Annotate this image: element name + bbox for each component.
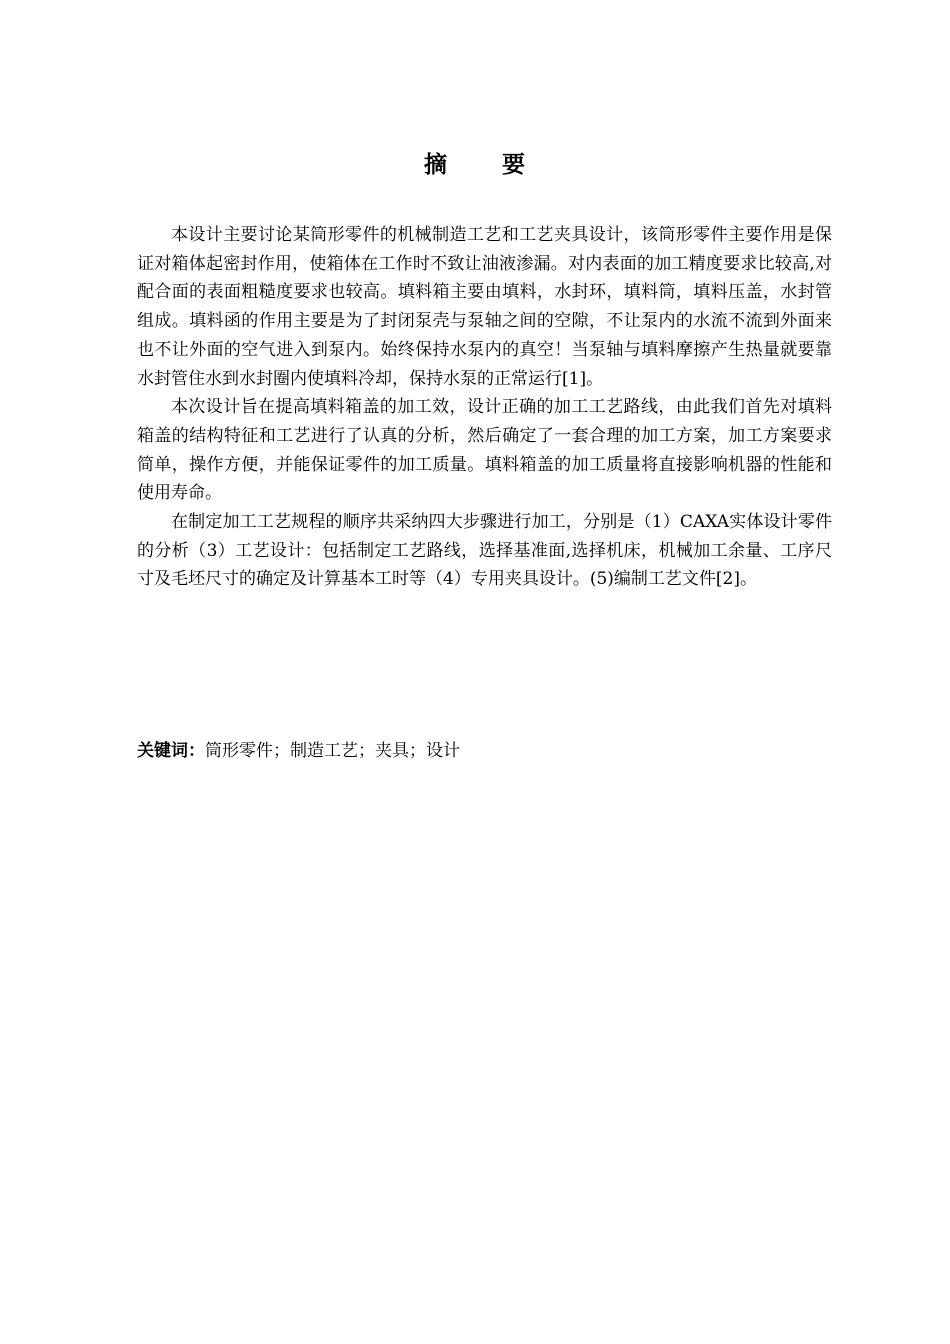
abstract-paragraph-1: 本设计主要讨论某筒形零件的机械制造工艺和工艺夹具设计，该筒形零件主要作用是保证对箱体起密封作用，使箱体在工作时不致让油液渗漏。对内表面的加工精度要求比较高,对配合面的表面粗糙度要求也较高。填料箱主要由填料，水封环，填料筒，填料压盖，水封管组成。填料函的作用主要是为了封闭泵壳与泵轴之间的空隙，不让泵内的水流不流到外面来也不让外面的空气进入到泵内。始终保持水泵内的真空！当泵轴与填料摩擦产生热量就要靠水封管住水到水封圈内使填料冷却，保持水泵的正常运行[1]。: [137, 225, 832, 389]
abstract-title-char-1: 摘: [424, 152, 448, 178]
abstract-title: [0, 146, 950, 179]
abstract-paragraph-3: 在制定加工工艺规程的顺序共采纳四大步骤进行加工，分别是（1）CAXA实体设计零件的分析（3）工艺设计：包括制定工艺路线，选择基准面,选择机床，机械加工余量、工序尺寸及毛坯尺寸的确定及计算基本工时等（4）专用夹具设计。(5)编制工艺文件[2]。: [137, 512, 832, 590]
abstract-body: [137, 221, 832, 594]
abstract-paragraph-2: 本次设计旨在提高填料箱盖的加工效，设计正确的加工工艺路线，由此我们首先对填料箱盖的结构特征和工艺进行了认真的分析，然后确定了一套合理的加工方案，加工方案要求简单，操作方便，并能保证零件的加工质量。填料箱盖的加工质量将直接影响机器的性能和使用寿命。: [137, 397, 832, 504]
keywords-line: [137, 737, 832, 765]
abstract-title-char-2: 要: [502, 152, 526, 178]
keywords-value: 筒形零件；制造工艺；夹具；设计: [205, 741, 460, 761]
keywords-label: 关键词：: [137, 741, 205, 761]
